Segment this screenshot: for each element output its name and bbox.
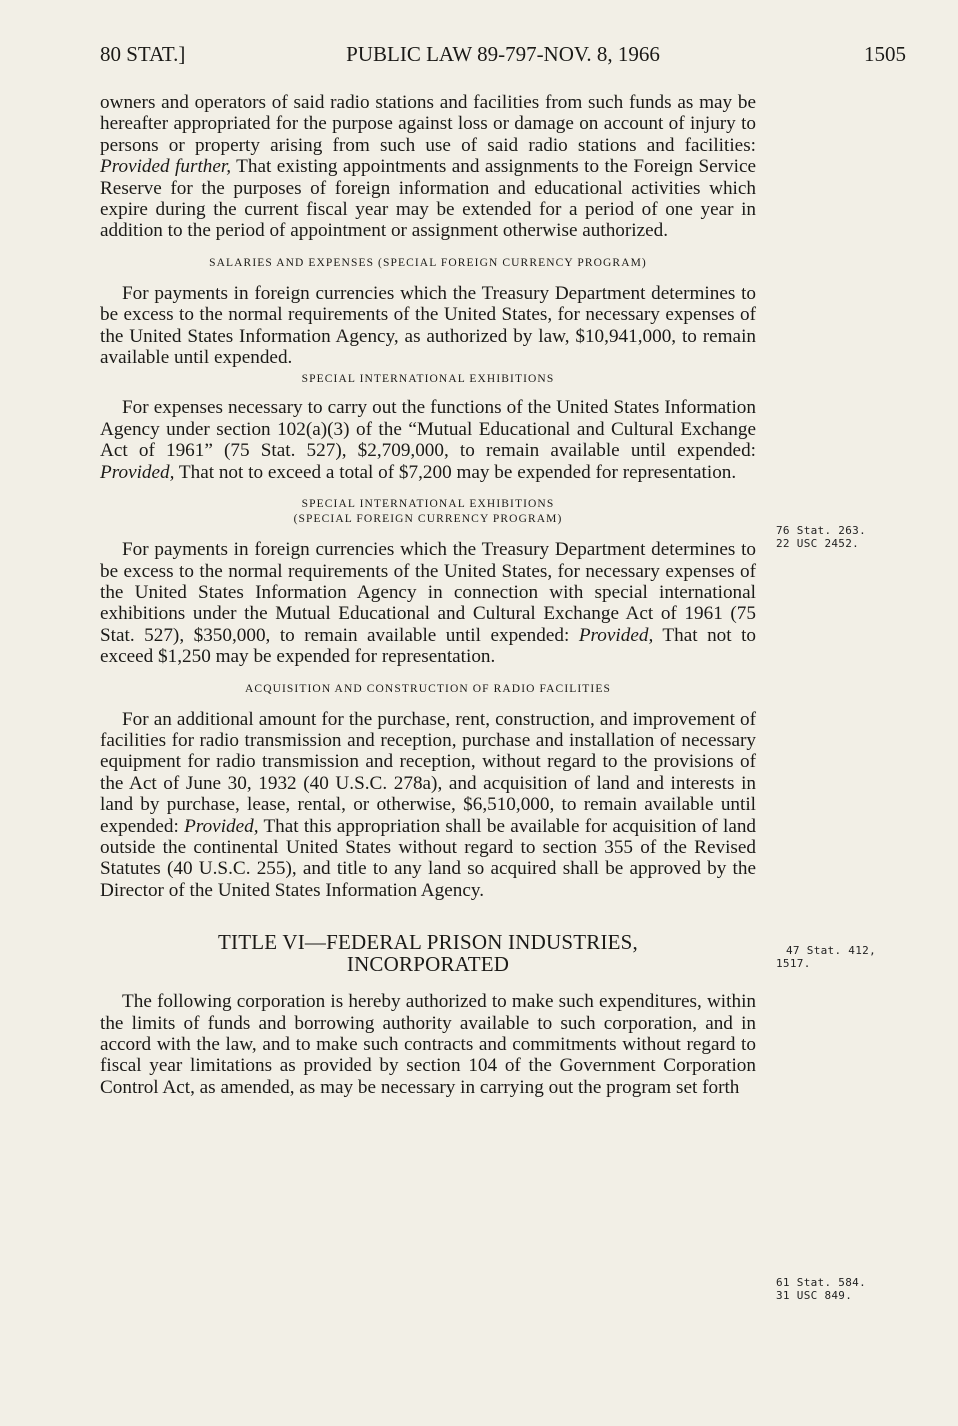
exhibitions-paragraph: For expenses necessary to carry out the functions of the United States Information Agency under section 102(a)(3) of the “Mutual Educational and Cultural Exchange Act of 1961” (75 Stat. 527), $2,709,000, to remain available until expended: Provided, That not to exceed a total of $7,200 may be expended for representation.: [100, 397, 756, 483]
page-number: 1505: [864, 42, 906, 66]
header-statute-ref: 80 STAT.]: [100, 42, 186, 66]
header-law-title: PUBLIC LAW 89-797-NOV. 8, 1966: [346, 42, 660, 66]
exhibitions-fc-heading: SPECIAL INTERNATIONAL EXHIBITIONS (SPECIAL FOREIGN CURRENCY PROGRAM): [293, 498, 563, 526]
page-header: [100, 42, 906, 72]
salaries-paragraph: For payments in foreign currencies which the Treasury Department determines to be excess to the normal requirements of the United States, for necessary expenses of the United States Information Agency, as authorized by law, $10,941,000, to remain available until expended.: [100, 282, 756, 369]
radio-paragraph: For an additional amount for the purchase, rent, construction, and improvement of facilities for radio transmission and reception, purchase and installation of necessary equipment for radio transmission and reception, without regard to the provisions of the Act of June 30, 1932 (40 U.S.C. 278a), and acquisition of land and interests in land by purchase, lease, rental, or otherwise, $6,510,000, to remain available until expended: Provided, That this appropriation shall be available for acquisition of land outside the continental United States without regard to section 355 of the Revised Statutes (40 U.S.C. 255), and title to any land so acquired shall be approved by the Director of the United States Information Agency.: [100, 708, 757, 901]
radio-heading: ACQUISITION AND CONSTRUCTION OF RADIO FACILITIES: [245, 682, 611, 695]
title-vi-paragraph: The following corporation is hereby authorized to make such expenditures, within the limits of funds and borrowing authority available to such corporation, and in accord with the law, and to make such contracts and commitments without regard to fiscal year limitations as provided by section 104 of the Government Corporation Control Act, as amended, as may be necessary in carrying out the program set forth: [100, 991, 756, 1098]
body-text: [100, 92, 756, 1098]
margin-note-76-stat: 76 Stat. 263. 22 USC 2452.: [776, 524, 866, 550]
intro-paragraph: owners and operators of said radio stations and facilities from such funds as may be hereafter appropriated for the purpose against loss or damage on account of injury to persons or property arising from such use of said radio stations and facilities: Provided further, That existing appointments and assignments to the Foreign Service Reserve for the purposes of foreign information and educational activities which expire during the current fiscal year may be extended for a period of one year in addition to the period of appointment or assignment otherwise authorized.: [100, 92, 756, 242]
exhibitions-fc-paragraph: For payments in foreign currencies which the Treasury Department determines to be excess to the normal requirements of the United States, for necessary expenses of the United States Information Agency in connection with special international exhibitions under the Mutual Educational and Cultural Exchange Act of 1961 (75 Stat. 527), $350,000, to remain available until expended: Provided, That not to exceed $1,250 may be expended for representation.: [100, 539, 757, 668]
salaries-heading: SALARIES AND EXPENSES (SPECIAL FOREIGN CURRENCY PROGRAM): [209, 256, 647, 269]
margin-note-47-stat: 47 Stat. 412, 1517.: [776, 944, 876, 970]
exhibitions-heading: SPECIAL INTERNATIONAL EXHIBITIONS: [301, 373, 555, 386]
margin-note-61-stat: 61 Stat. 584. 31 USC 849.: [776, 1276, 866, 1302]
title-vi-heading: TITLE VI—FEDERAL PRISON INDUSTRIES, INCORPORATED: [218, 930, 638, 977]
